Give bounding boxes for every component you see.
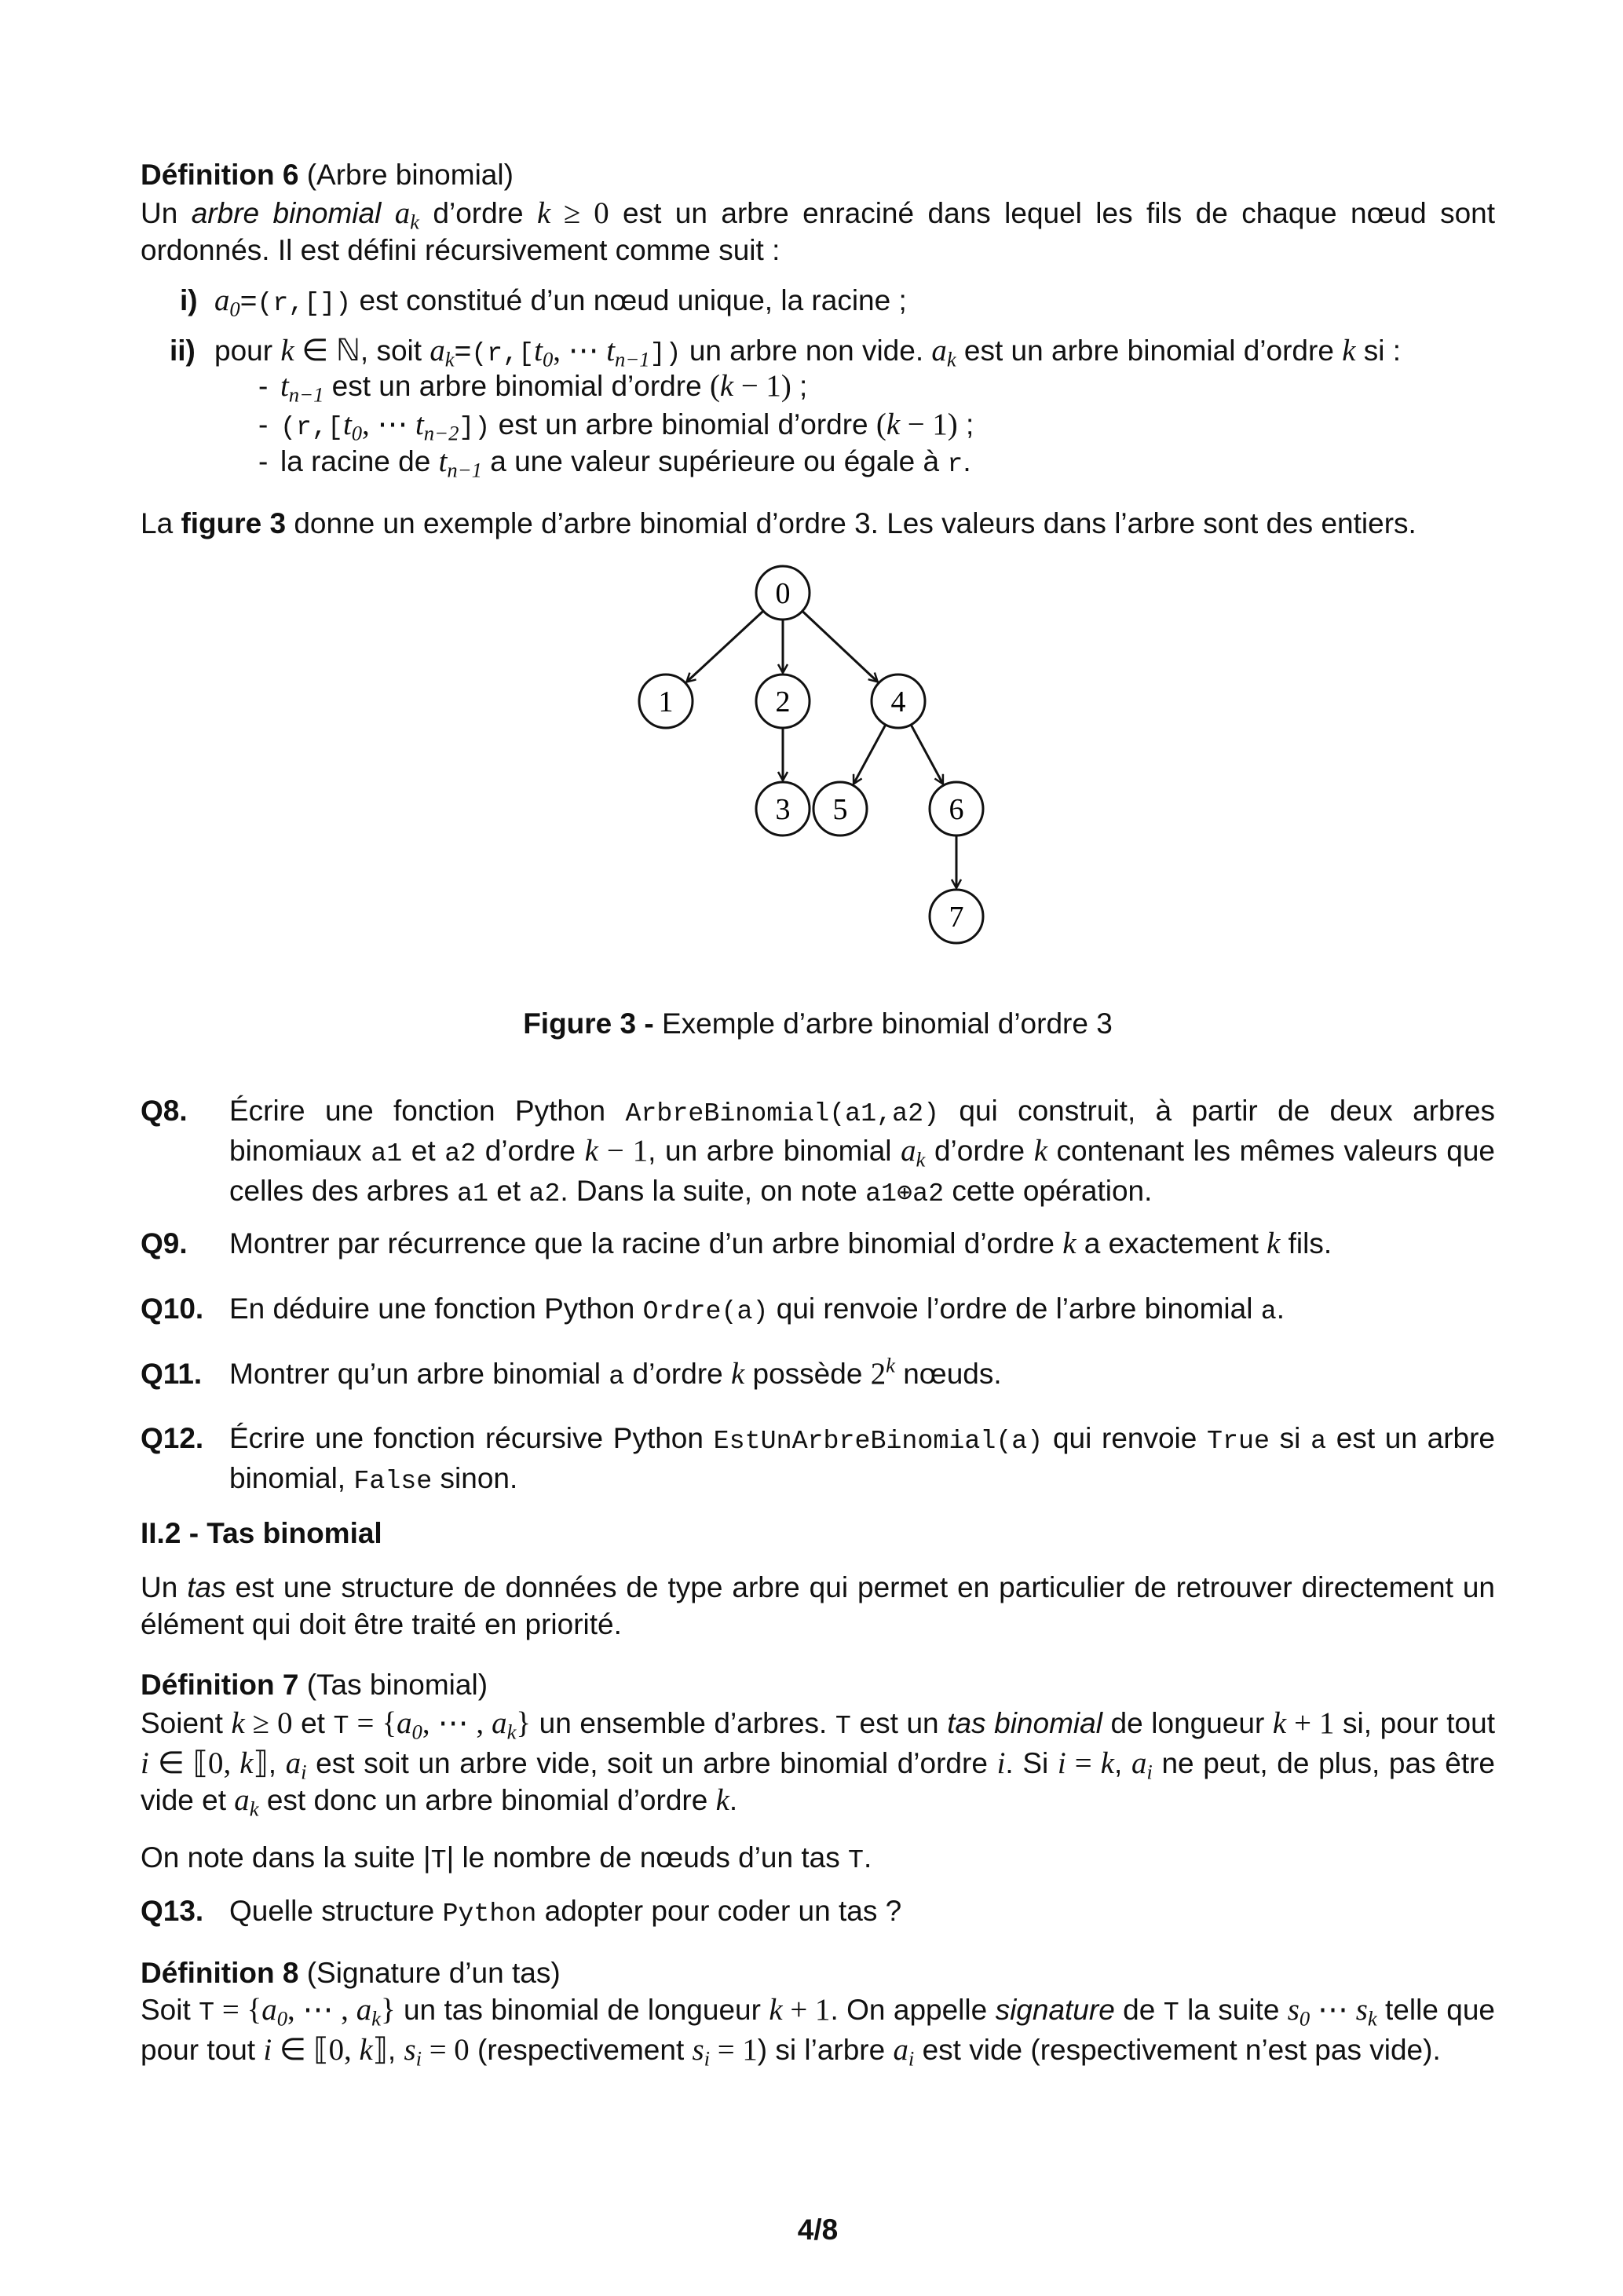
superscript: k	[886, 1353, 895, 1377]
subscript: i	[908, 2046, 915, 2071]
text: ;	[957, 408, 974, 441]
math: t	[606, 334, 615, 367]
text: la racine de	[280, 445, 439, 477]
node-label: 6	[949, 793, 964, 826]
question-q9	[141, 1225, 1495, 1262]
text: un tas binomial de longueur	[395, 1994, 769, 2026]
math: k	[231, 1706, 245, 1740]
subscript: k	[444, 347, 455, 371]
text: Montrer par récurrence que la racine d’un arbre binomial d’ordre	[229, 1227, 1063, 1260]
code: ArbreBinomial(a1,a2)	[625, 1099, 940, 1128]
math: a	[1131, 1746, 1147, 1780]
math-text: + 1	[782, 1993, 831, 2027]
text: On note dans la suite |	[141, 1841, 431, 1874]
question-label: Q13.	[141, 1895, 204, 1927]
code: Ordre(a)	[642, 1296, 769, 1326]
math: k	[1272, 1706, 1287, 1740]
math: k	[359, 2033, 373, 2067]
code: True	[1207, 1426, 1270, 1456]
text: ,	[268, 1747, 286, 1779]
bold-text: Définition 6	[141, 159, 299, 191]
text: un ensemble d’arbres.	[531, 1707, 835, 1739]
math: t	[415, 408, 424, 441]
subscript: k	[1367, 2006, 1377, 2031]
code: EstUnArbreBinomial(a)	[713, 1426, 1044, 1456]
text: .	[729, 1784, 738, 1816]
code: a	[609, 1362, 625, 1391]
subscript: n−1	[288, 382, 324, 407]
text: . Si	[1005, 1747, 1058, 1779]
subscript: 0	[276, 2006, 288, 2031]
math: t	[342, 408, 352, 441]
text: d’ordre	[419, 197, 537, 229]
math: t	[438, 444, 448, 478]
math-text: , ⋯ ,	[287, 1993, 356, 2027]
text: est soit un arbre vide, soit un arbre binomial d’ordre	[306, 1747, 997, 1779]
subscript: k	[946, 347, 956, 371]
text: a une valeur supérieure ou égale à	[481, 445, 948, 477]
math: a	[430, 334, 445, 367]
text: (respectivement	[469, 2034, 693, 2066]
subscript: 0	[351, 421, 363, 445]
text: si :	[1355, 335, 1401, 367]
text: Soient	[141, 1707, 232, 1739]
text: et	[488, 1175, 529, 1207]
subscript: i	[704, 2046, 711, 2071]
node-label: 5	[832, 793, 848, 826]
text: un arbre non vide.	[681, 335, 932, 367]
math: k	[1342, 334, 1356, 367]
tree-edge-arrow	[802, 611, 878, 682]
subscript: n−2	[423, 421, 459, 445]
math-text: }	[380, 1993, 396, 2027]
emphasis: signature	[995, 1994, 1115, 2026]
text: pour	[214, 335, 281, 367]
subscript: k	[916, 1147, 926, 1172]
math-text: + 1	[1286, 1706, 1335, 1740]
text: a exactement	[1076, 1227, 1267, 1260]
note-paragraph	[141, 1839, 1495, 1879]
math: i	[996, 1746, 1006, 1780]
subscript: 0	[542, 347, 554, 371]
math-text: , ⋯ ,	[422, 1706, 492, 1740]
code: a2	[528, 1179, 561, 1208]
math-text: ∈ ⟦0,	[148, 1746, 240, 1780]
math: i	[263, 2033, 272, 2067]
text: , un arbre binomial	[648, 1135, 901, 1167]
tree-node	[756, 782, 810, 835]
text: =	[454, 335, 472, 367]
bold-text: Définition 8	[141, 1957, 299, 1989]
text: de	[1114, 1994, 1164, 2026]
item-label: ii)	[170, 335, 196, 367]
node-label: 1	[658, 686, 674, 718]
text: fils.	[1280, 1227, 1332, 1260]
math: i	[1057, 1746, 1066, 1780]
math-text: − 1)	[900, 408, 958, 441]
math: k	[239, 1746, 254, 1780]
code: a1	[371, 1139, 403, 1168]
question-label: Q9.	[141, 1227, 188, 1260]
node-label: 7	[949, 901, 964, 934]
subscript: n−1	[615, 347, 650, 371]
subscript: k	[249, 1797, 259, 1821]
text: est vide (respectivement n’est pas vide).	[914, 2034, 1441, 2066]
text: qui renvoie l’ordre de l’arbre binomial	[768, 1292, 1261, 1325]
math-text: ⋯	[1310, 1993, 1356, 2027]
text: est une structure de données de type arbre qui permet en particulier de retrouver directement un élément qui doit être traité en priorité.	[141, 1571, 1496, 1640]
text: | le nombre de nœuds d’un tas	[446, 1841, 849, 1874]
text: d’ordre	[476, 1135, 585, 1167]
math: s	[1287, 1993, 1299, 2027]
question-text	[229, 1225, 1495, 1262]
code: r	[947, 449, 963, 479]
question-q10	[141, 1290, 1495, 1330]
code: ])	[649, 338, 682, 368]
text: , soit	[360, 335, 430, 367]
text: .	[864, 1841, 872, 1874]
text: cette opération.	[944, 1175, 1153, 1207]
text: qui renvoie	[1043, 1422, 1208, 1454]
text: est un	[850, 1707, 948, 1739]
math-text: ∈ ℕ	[294, 334, 360, 367]
math-text: ∈ ⟦0,	[272, 2033, 360, 2067]
math: k	[769, 1993, 783, 2027]
code: Python	[442, 1899, 537, 1929]
code: a	[1260, 1296, 1277, 1326]
text: et	[292, 1707, 334, 1739]
text: ,	[1114, 1747, 1131, 1779]
code: T	[333, 1711, 349, 1741]
text: . Dans la suite, on note	[560, 1175, 866, 1207]
bullet: -	[258, 370, 269, 402]
text: Écrire une fonction Python	[229, 1095, 626, 1127]
question-text	[229, 1290, 1495, 1330]
text: est constitué d’un nœud unique, la racine ;	[351, 284, 907, 316]
text: ne peut, de plus, pas être vide et	[141, 1747, 1495, 1816]
math: k	[719, 369, 734, 403]
subscript: i	[1146, 1760, 1153, 1784]
code: (r,[	[280, 412, 343, 442]
math: k	[536, 196, 551, 230]
code: a	[1310, 1426, 1327, 1456]
text: (Tas binomial)	[298, 1669, 488, 1701]
text: . On appelle	[830, 1994, 996, 2026]
text: Quelle structure	[229, 1895, 443, 1927]
math: a	[234, 1783, 250, 1817]
code: a1	[456, 1179, 488, 1208]
question-label: Q12.	[141, 1422, 204, 1454]
text: .	[1276, 1292, 1285, 1325]
bullet: -	[258, 445, 269, 477]
definition-7-body	[141, 1705, 1495, 1819]
code: False	[353, 1466, 433, 1496]
subscript: k	[506, 1720, 517, 1744]
text: nœuds.	[894, 1358, 1002, 1390]
math: a	[214, 283, 230, 317]
binomial-tree-figure	[0, 0, 1623, 989]
math-text: ⟧	[253, 1746, 269, 1780]
code: a1⊕a2	[865, 1179, 945, 1208]
text: Soit	[141, 1994, 199, 2026]
question-text	[229, 1892, 1495, 1932]
tree-node	[756, 675, 810, 728]
math-text: , ⋯	[553, 334, 607, 367]
math: k	[584, 1134, 598, 1168]
math: a	[931, 334, 947, 367]
code: ])	[459, 412, 491, 442]
text: qui construit, à partir de deux arbres binomiaux	[229, 1095, 1495, 1167]
emphasis: arbre binomial	[191, 197, 382, 229]
emphasis: tas binomial	[947, 1707, 1102, 1739]
bold-text: Définition 7	[141, 1669, 299, 1701]
math: k	[1062, 1227, 1077, 1260]
text: si	[1269, 1422, 1311, 1454]
tree-node	[756, 566, 810, 620]
math-text: , ⋯	[362, 408, 415, 441]
tree-node	[872, 675, 925, 728]
text: d’ordre	[624, 1358, 732, 1390]
math: a	[397, 1706, 412, 1740]
text: telle que pour tout	[141, 1994, 1496, 2066]
math-text: − 1	[598, 1134, 649, 1168]
question-q11	[141, 1355, 1495, 1395]
bold-text: II.2 - Tas binomial	[141, 1517, 382, 1549]
subscript: k	[371, 2006, 381, 2031]
definition-7-title	[141, 1666, 1495, 1703]
definition-8-title	[141, 1954, 1495, 1991]
text: donne un exemple d’arbre binomial d’ordre 3. Les valeurs dans l’arbre sont des entiers.	[286, 507, 1416, 539]
text: Montrer qu’un arbre binomial	[229, 1358, 609, 1390]
text: ;	[791, 370, 808, 402]
node-label: 3	[775, 793, 791, 826]
tree-node	[930, 782, 983, 835]
text: est un arbre binomial,	[229, 1422, 1495, 1494]
question-label: Q10.	[141, 1292, 204, 1325]
math-text: − 1)	[733, 369, 791, 403]
subscript: k	[410, 210, 419, 234]
math: s	[692, 2033, 704, 2067]
code: a2	[444, 1139, 477, 1168]
tas-paragraph	[141, 1569, 1495, 1643]
math-text: }	[516, 1706, 532, 1740]
code: (r,[])	[257, 288, 352, 318]
bullet: -	[258, 408, 269, 441]
math: a	[492, 1706, 507, 1740]
math: k	[715, 1783, 729, 1817]
tree-edge-arrow	[911, 725, 943, 784]
bold-text: Figure 3 -	[523, 1007, 654, 1040]
question-text	[229, 1420, 1495, 1500]
math: a	[285, 1746, 302, 1780]
math: a	[893, 2033, 908, 2067]
text: Exemple d’arbre binomial d’ordre 3	[653, 1007, 1113, 1040]
text: la suite	[1179, 1994, 1288, 2026]
math: a	[356, 1993, 372, 2027]
subscript: n−1	[447, 458, 482, 482]
math: i	[141, 1746, 149, 1780]
math-text: = {	[349, 1706, 397, 1740]
text: En déduire une fonction Python	[229, 1292, 643, 1325]
text: (Arbre binomial)	[298, 159, 514, 191]
text: sinon.	[432, 1462, 518, 1494]
question-label: Q11.	[141, 1358, 203, 1390]
figure-caption	[141, 1005, 1495, 1042]
math-text: = 1	[710, 2033, 758, 2067]
math: s	[1355, 1993, 1368, 2027]
subscript: 0	[1299, 2006, 1310, 2031]
math: s	[404, 2033, 416, 2067]
math: a	[901, 1134, 916, 1168]
subscript: i	[301, 1760, 307, 1784]
question-q12	[141, 1420, 1495, 1500]
math: a	[394, 196, 411, 230]
text: adopter pour coder un tas ?	[536, 1895, 902, 1927]
section-heading	[141, 1515, 1495, 1552]
math-text: =	[1066, 1746, 1101, 1780]
page-number: 4/8	[797, 2214, 839, 2246]
math: t	[280, 369, 289, 403]
text: est donc un arbre binomial d’ordre	[258, 1784, 716, 1816]
text: ,	[387, 2034, 404, 2066]
tree-node	[930, 890, 983, 943]
math-text: (	[875, 408, 886, 441]
node-label: 2	[775, 686, 791, 718]
subscript: 0	[229, 297, 240, 321]
item-label: i)	[180, 284, 198, 316]
text: est un arbre binomial d’ordre	[956, 335, 1343, 367]
question-q8	[141, 1092, 1495, 1212]
text: d’ordre	[925, 1135, 1034, 1167]
bold-text: figure 3	[181, 507, 287, 539]
text: de longueur	[1102, 1707, 1273, 1739]
math: k	[1267, 1227, 1281, 1260]
math-text: ≥ 0	[244, 1706, 293, 1740]
question-text	[229, 1355, 1495, 1395]
node-label: 4	[890, 686, 906, 718]
math: k	[280, 334, 294, 367]
node-label: 0	[775, 577, 791, 610]
tree-node	[813, 782, 867, 835]
subscript: i	[415, 2046, 422, 2071]
question-label: Q8.	[141, 1095, 188, 1127]
text: si, pour tout	[1334, 1707, 1495, 1739]
code: (r,[	[471, 338, 535, 368]
math: k	[1033, 1134, 1047, 1168]
text: .	[963, 445, 971, 477]
code: T	[1163, 1998, 1179, 2027]
code: T	[848, 1845, 864, 1875]
text: (Signature d’un tas)	[298, 1957, 561, 1989]
emphasis: tas	[187, 1571, 226, 1603]
tree-edge-arrow	[686, 611, 763, 682]
question-q13	[141, 1892, 1495, 1932]
code: T	[835, 1711, 851, 1741]
tree-edge-arrow	[854, 725, 886, 784]
text: est un arbre binomial d’ordre	[324, 370, 710, 402]
code: T	[199, 1998, 215, 2027]
math-text: = {	[214, 1993, 262, 2027]
code: T	[430, 1845, 447, 1875]
definition-8-body	[141, 1991, 1496, 2071]
math-text: (	[709, 369, 720, 403]
math: k	[1100, 1746, 1115, 1780]
text: La	[141, 507, 181, 539]
math-text: = 0	[422, 2033, 470, 2067]
text: =	[239, 284, 258, 316]
tree-node	[639, 675, 693, 728]
text: contenant les mêmes valeurs que celles des arbres	[229, 1135, 1496, 1207]
question-text	[229, 1092, 1495, 1212]
math: k	[731, 1357, 745, 1391]
text: Un	[141, 1571, 188, 1603]
text: et	[402, 1135, 445, 1167]
text: est un arbre binomial d’ordre	[490, 408, 876, 441]
math: k	[886, 408, 901, 441]
text: possède	[744, 1358, 871, 1390]
math-text: 2	[870, 1357, 886, 1391]
math-text: ≥ 0	[550, 196, 609, 230]
subscript: 0	[411, 1720, 422, 1744]
text: est un arbre enraciné dans lequel les fils de chaque nœud sont ordonnés. Il est défini récursivement comme suit :	[141, 197, 1496, 266]
math: a	[261, 1993, 277, 2027]
text: Écrire une fonction récursive Python	[229, 1422, 714, 1454]
text: ) si l’arbre	[757, 2034, 894, 2066]
math: t	[534, 334, 543, 367]
text: Un	[141, 197, 192, 229]
math-text: ⟧	[372, 2033, 388, 2067]
